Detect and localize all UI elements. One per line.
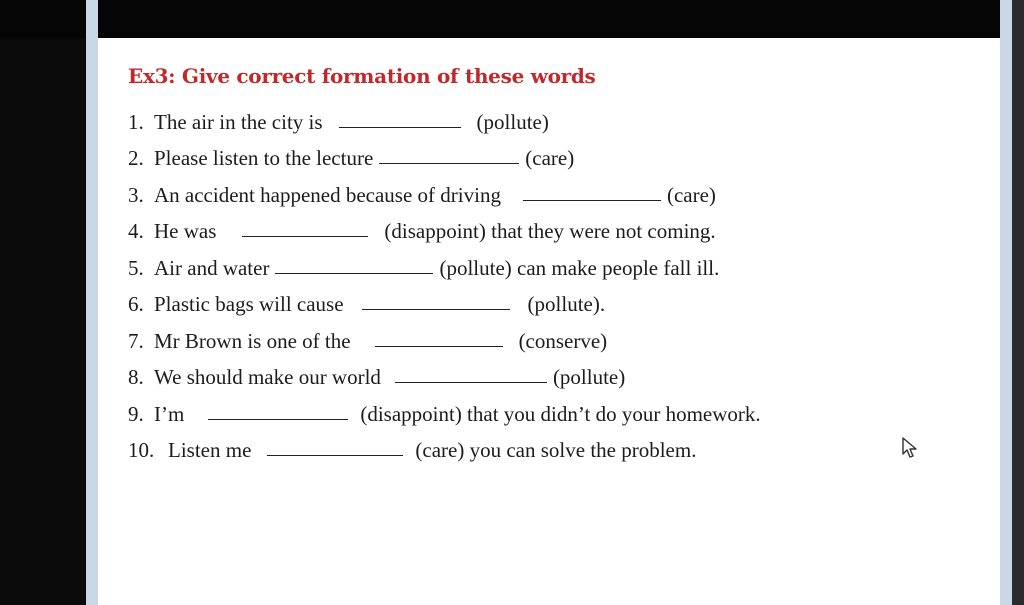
item-text-before: An accident happened because of driving bbox=[154, 182, 501, 207]
exercise-item bbox=[128, 396, 761, 433]
item-text-before: I’m bbox=[154, 401, 185, 426]
slide-left-border bbox=[86, 0, 98, 605]
item-number: 5. bbox=[128, 255, 144, 280]
exercise-list bbox=[128, 104, 761, 469]
item-text-after: (care) bbox=[666, 182, 716, 207]
exercise-item bbox=[128, 214, 761, 251]
item-text-before: We should make our world bbox=[154, 365, 381, 390]
item-text-before: Please listen to the lecture bbox=[154, 146, 374, 171]
item-number: 7. bbox=[128, 328, 144, 353]
item-number: 3. bbox=[128, 182, 144, 207]
slide-right-border bbox=[1000, 0, 1012, 605]
exercise-item bbox=[128, 141, 761, 178]
slide bbox=[98, 38, 1000, 605]
item-number: 2. bbox=[128, 146, 144, 171]
item-text-before: Air and water bbox=[154, 255, 270, 280]
item-text-before: Listen me bbox=[168, 438, 252, 463]
item-text-after: (disappoint) that they were not coming. bbox=[384, 219, 716, 244]
exercise-item bbox=[128, 323, 761, 360]
exercise-item bbox=[128, 250, 761, 287]
answer-blank[interactable] bbox=[375, 330, 503, 347]
item-text-after: (pollute) bbox=[476, 109, 549, 134]
mouse-pointer-icon bbox=[901, 437, 921, 459]
answer-blank[interactable] bbox=[339, 111, 461, 128]
item-text-after: (disappoint) that you didn’t do your homework. bbox=[360, 401, 761, 426]
answer-blank[interactable] bbox=[395, 366, 547, 383]
exercise-item bbox=[128, 360, 761, 397]
item-text-after: (pollute) bbox=[552, 365, 626, 390]
item-text-after: (conserve) bbox=[518, 328, 608, 353]
exercise-item bbox=[128, 104, 761, 141]
item-text-before: Mr Brown is one of the bbox=[154, 328, 351, 353]
item-number: 8. bbox=[128, 365, 144, 390]
exercise-title: Ex3: Give correct formation of these words bbox=[128, 64, 596, 88]
answer-blank[interactable] bbox=[362, 293, 510, 310]
answer-blank[interactable] bbox=[523, 184, 661, 201]
answer-blank[interactable] bbox=[379, 147, 519, 164]
item-text-before: He was bbox=[154, 219, 217, 244]
item-number: 6. bbox=[128, 292, 144, 317]
top-black-bar bbox=[0, 0, 1024, 38]
item-text-after: (care) you can solve the problem. bbox=[415, 438, 697, 463]
item-number: 9. bbox=[128, 401, 144, 426]
exercise-item bbox=[128, 433, 761, 470]
item-text-after: (pollute) can make people fall ill. bbox=[439, 255, 720, 280]
answer-blank[interactable] bbox=[208, 403, 348, 420]
exercise-item bbox=[128, 177, 761, 214]
item-number: 10. bbox=[128, 438, 155, 463]
item-text-after: (care) bbox=[525, 146, 575, 171]
answer-blank[interactable] bbox=[242, 220, 368, 237]
item-text-before: Plastic bags will cause bbox=[154, 292, 344, 317]
answer-blank[interactable] bbox=[275, 257, 433, 274]
item-number: 4. bbox=[128, 219, 144, 244]
right-edge bbox=[1012, 0, 1024, 605]
item-text-before: The air in the city is bbox=[154, 109, 323, 134]
item-number: 1. bbox=[128, 109, 144, 134]
answer-blank[interactable] bbox=[267, 439, 403, 456]
item-text-after: (pollute). bbox=[527, 292, 606, 317]
exercise-item bbox=[128, 287, 761, 324]
